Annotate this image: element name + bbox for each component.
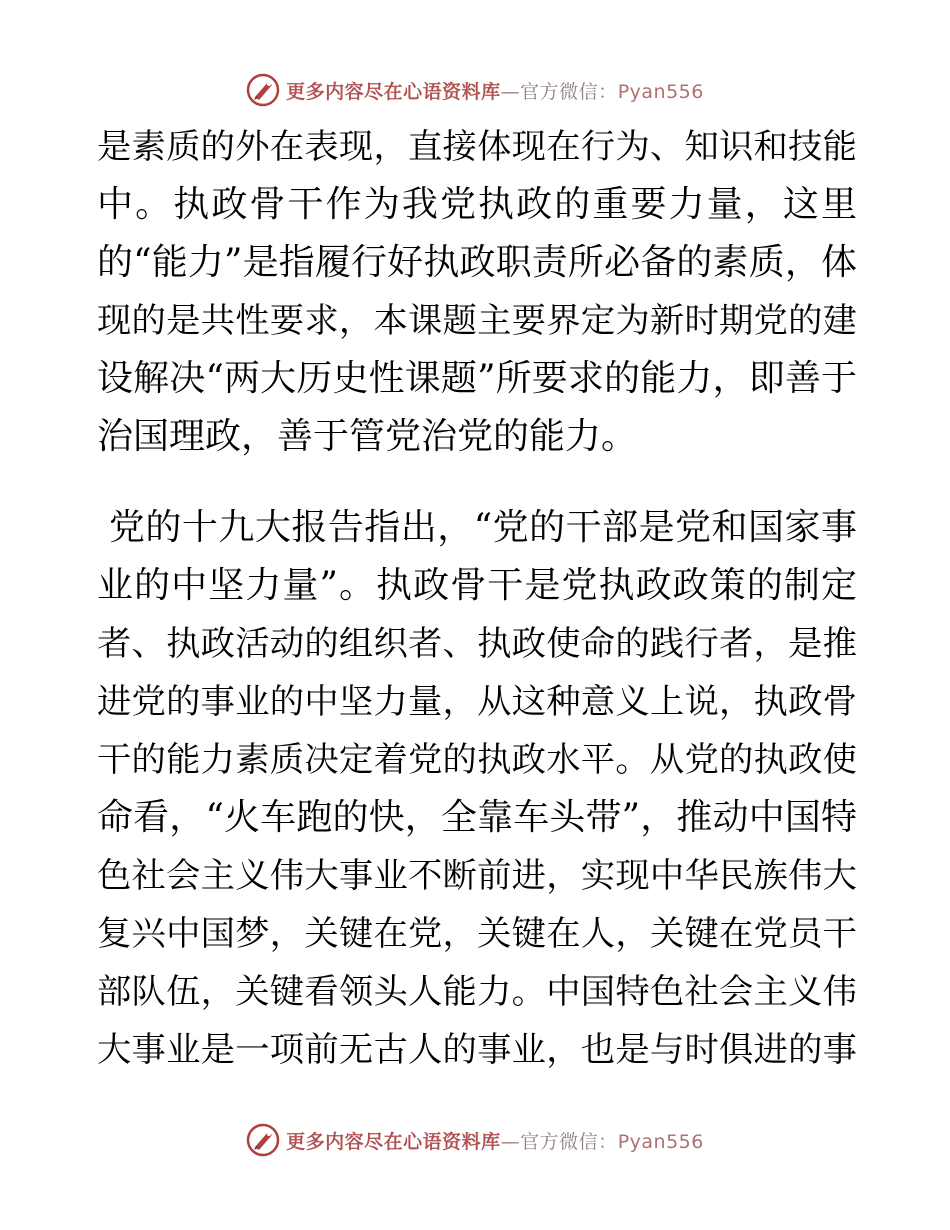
- watermark-text: [286, 77, 704, 104]
- header-watermark: [0, 68, 950, 112]
- quill-logo-icon: [246, 1123, 280, 1157]
- watermark-brand: 更多内容尽在心语资料库: [286, 80, 501, 103]
- text-line: 治国理政，善于管党治党的能力。: [97, 416, 638, 457]
- paragraph-spacer: [97, 466, 857, 499]
- watermark-dash: —: [500, 80, 521, 103]
- watermark-label: 官方微信：: [520, 1130, 618, 1153]
- text-line: 命看，“火车跑的快，全靠车头带”，推动中国特: [97, 797, 857, 838]
- watermark-wechat-id: Pyan556: [617, 80, 704, 103]
- text-line: 中。执政骨干作为我党执政的重要力量，这里: [97, 184, 857, 225]
- text-line: 设解决“两大历史性课题”所要求的能力，即善于: [97, 358, 857, 399]
- paragraph: [97, 118, 857, 466]
- text-line: 复兴中国梦，关键在党，关键在人，关键在党员干: [97, 914, 857, 954]
- text-line: 是素质的外在表现，直接体现在行为、知识和技能: [97, 127, 857, 167]
- watermark-label: 官方微信：: [520, 80, 618, 103]
- text-line: 业的中坚力量”。执政骨干是党执政政策的制定: [97, 565, 857, 606]
- document-body: [97, 118, 857, 1079]
- quill-logo-icon: [246, 73, 280, 107]
- watermark-brand: 更多内容尽在心语资料库: [286, 1130, 501, 1153]
- paragraph: [97, 499, 857, 1079]
- text-line: 进党的事业的中坚力量，从这种意义上说，执政骨: [97, 682, 857, 722]
- footer-watermark: [0, 1118, 950, 1162]
- text-line: 的“能力”是指履行好执政职责所必备的素质，体: [97, 242, 857, 283]
- text-line: 干的能力素质决定着党的执政水平。从党的执政使: [97, 740, 857, 780]
- watermark-text: [286, 1127, 704, 1154]
- text-line: 部队伍，关键看领头人能力。中国特色社会主义伟: [97, 972, 857, 1012]
- text-line: 者、执政活动的组织者、执政使命的践行者，是推: [97, 624, 857, 664]
- watermark-dash: —: [500, 1130, 521, 1153]
- text-line: 党的十九大报告指出，“党的干部是党和国家事: [97, 507, 857, 548]
- text-line: 色社会主义伟大事业不断前进，实现中华民族伟大: [97, 856, 857, 896]
- watermark-wechat-id: Pyan556: [617, 1130, 704, 1153]
- text-line: 现的是共性要求，本课题主要界定为新时期党的建: [97, 301, 857, 341]
- text-line: 大事业是一项前无古人的事业，也是与时俱进的事: [97, 1030, 857, 1070]
